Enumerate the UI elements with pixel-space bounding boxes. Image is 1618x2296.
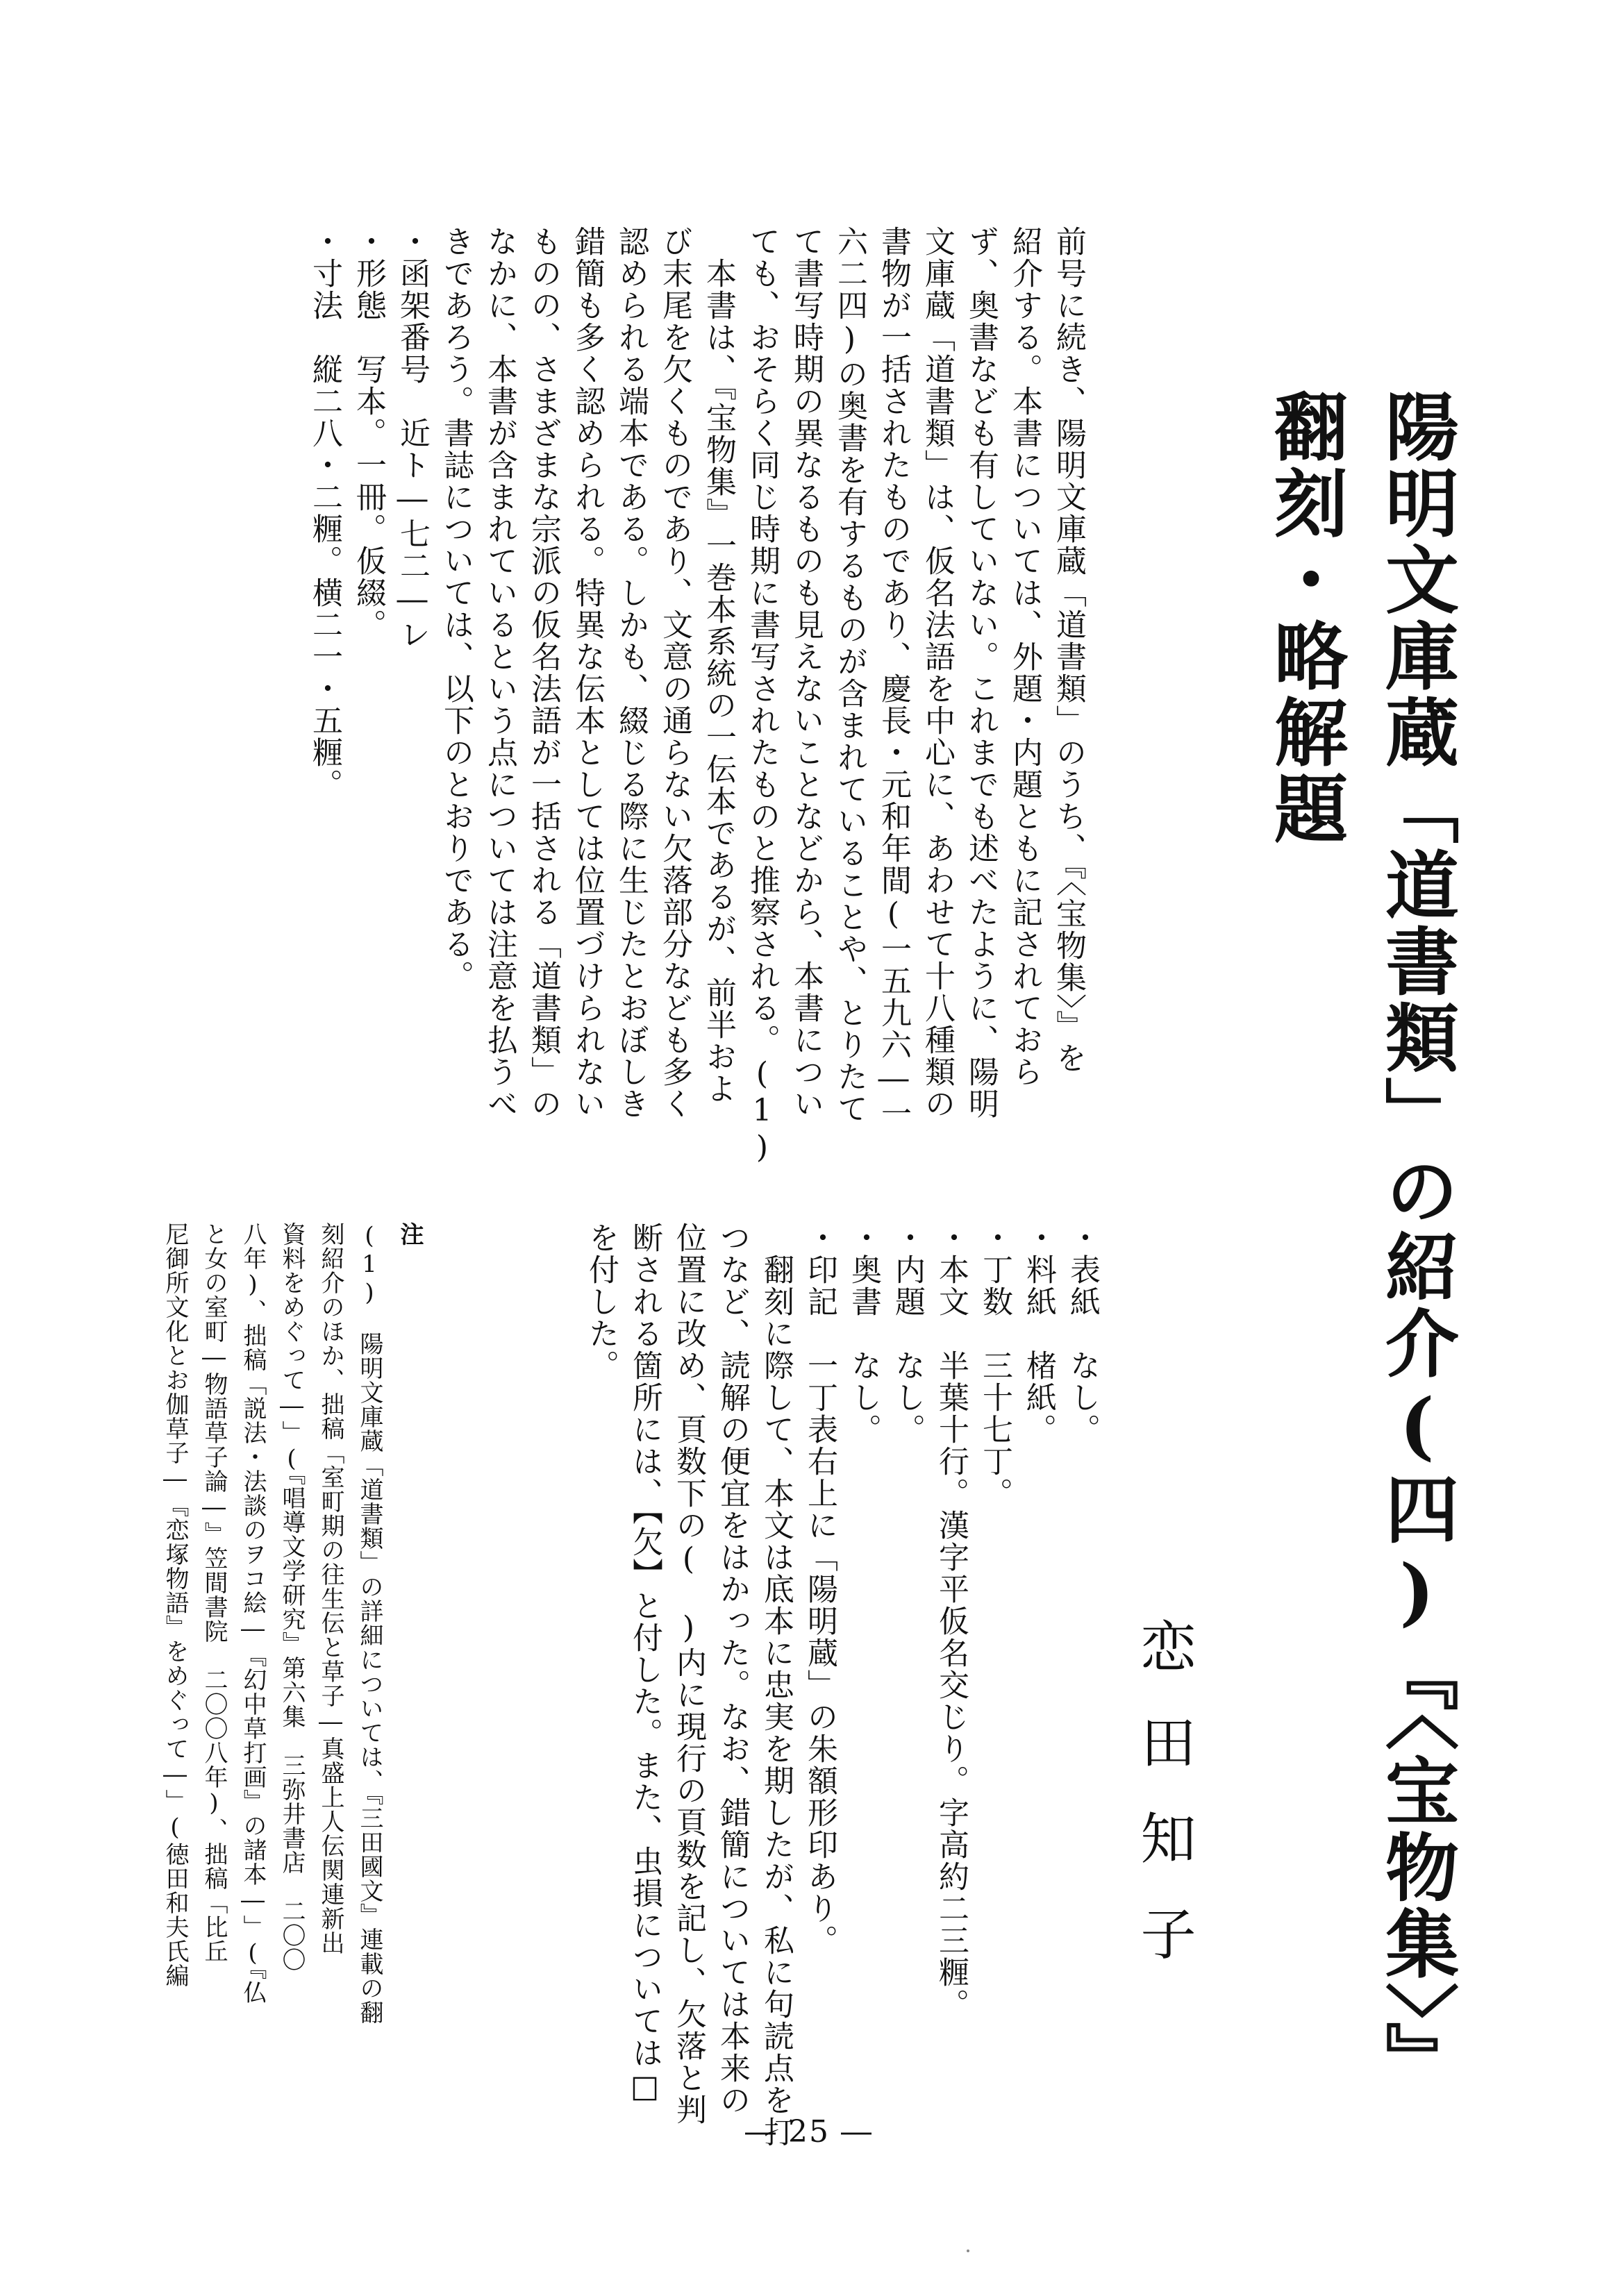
body-text-lower: ・表紙 なし。 ・料紙 楮紙。 ・丁数 三十七丁。 ・本文 半葉十行。漢字平仮名交じり。字高約二三糎。 ・内題 なし。 ・奥書 なし。 ・印記 一丁表右上に「陽明蔵」の朱額形印あり。 翻刻に際して、本文は底本に忠実を期したが、私に句読点を打 つなど、読解の便宜をはかった。なお、錯簡については本来の 位置に改め、頁数下の( )内に現行の頁数を記し、欠落と判 断される箇所には、【欠】と付した。また、虫損については□ を付した。 <box>583 1222 1100 2148</box>
title-line-1: 陽明文庫蔵「道書類」の紹介(四)『〈宝物集〉』 <box>1374 389 1460 2098</box>
footnotes: (1) 陽明文庫蔵「道書類」の詳細については、『三田國文』連載の翻 刻紹介のほか、拙稿「室町期の往生伝と草子―真盛上人伝関連新出 資料をめぐって―」(『唱導文学研究』第六集 三弥井書店 二〇〇 八年)、拙稿「説法・法談のヲコ絵―『幻中草打画』の諸本―」(『仏 と女の室町―物語草子論―』笠間書院 二〇〇八年)、拙稿「比丘 尼御所文化とお伽草子―『恋塚物語』をめぐって―」(徳田和夫氏編 <box>161 1222 383 2025</box>
page-number: ― 25 ― <box>745 2114 873 2150</box>
scan-speck <box>967 2249 969 2252</box>
author-name: 恋田知子 <box>1131 1618 1196 2001</box>
title-line-2: 翻刻・略解題 <box>1262 389 1349 847</box>
body-text-upper: 前号に続き、陽明文庫蔵「道書類」のうち、『〈宝物集〉』を 紹介する。本書については、外題・内題ともに記されておら ず、奥書なども有していない。これまでも述べたように、陽明 文庫蔵「道書類」は、仮名法語を中心に、あわせて十八種類の 書物が一括されたものであり、慶長・元和年間(一五九六―一 六二四)の奥書を有するものが含まれていることや、とりたて て書写時期の異なるものも見えないことなどから、本書につい ても、おそらく同じ時期に書写されたものと推察される。(1) 本書は、『宝物集』一巻本系統の一伝本であるが、前半およ び末尾を欠くものであり、文意の通らない欠落部分なども多く 認められる端本である。しかも、綴じる際に生じたとおぼしき 錯簡も多く認められる。特異な伝本としては位置づけられない ものの、さまざまな宗派の仮名法語が一括される「道書類」の なかに、本書が含まれているという点については注意を払うべ きであろう。書誌については、以下のとおりである。 ・函架番号 近ト―七二―レ ・形態 写本。一冊。仮綴。 ・寸法 縦二八・二糎。横二一・五糎。 <box>307 226 1086 1166</box>
notes-heading: 注 <box>396 1222 424 1246</box>
article-title <box>1236 389 1472 2098</box>
